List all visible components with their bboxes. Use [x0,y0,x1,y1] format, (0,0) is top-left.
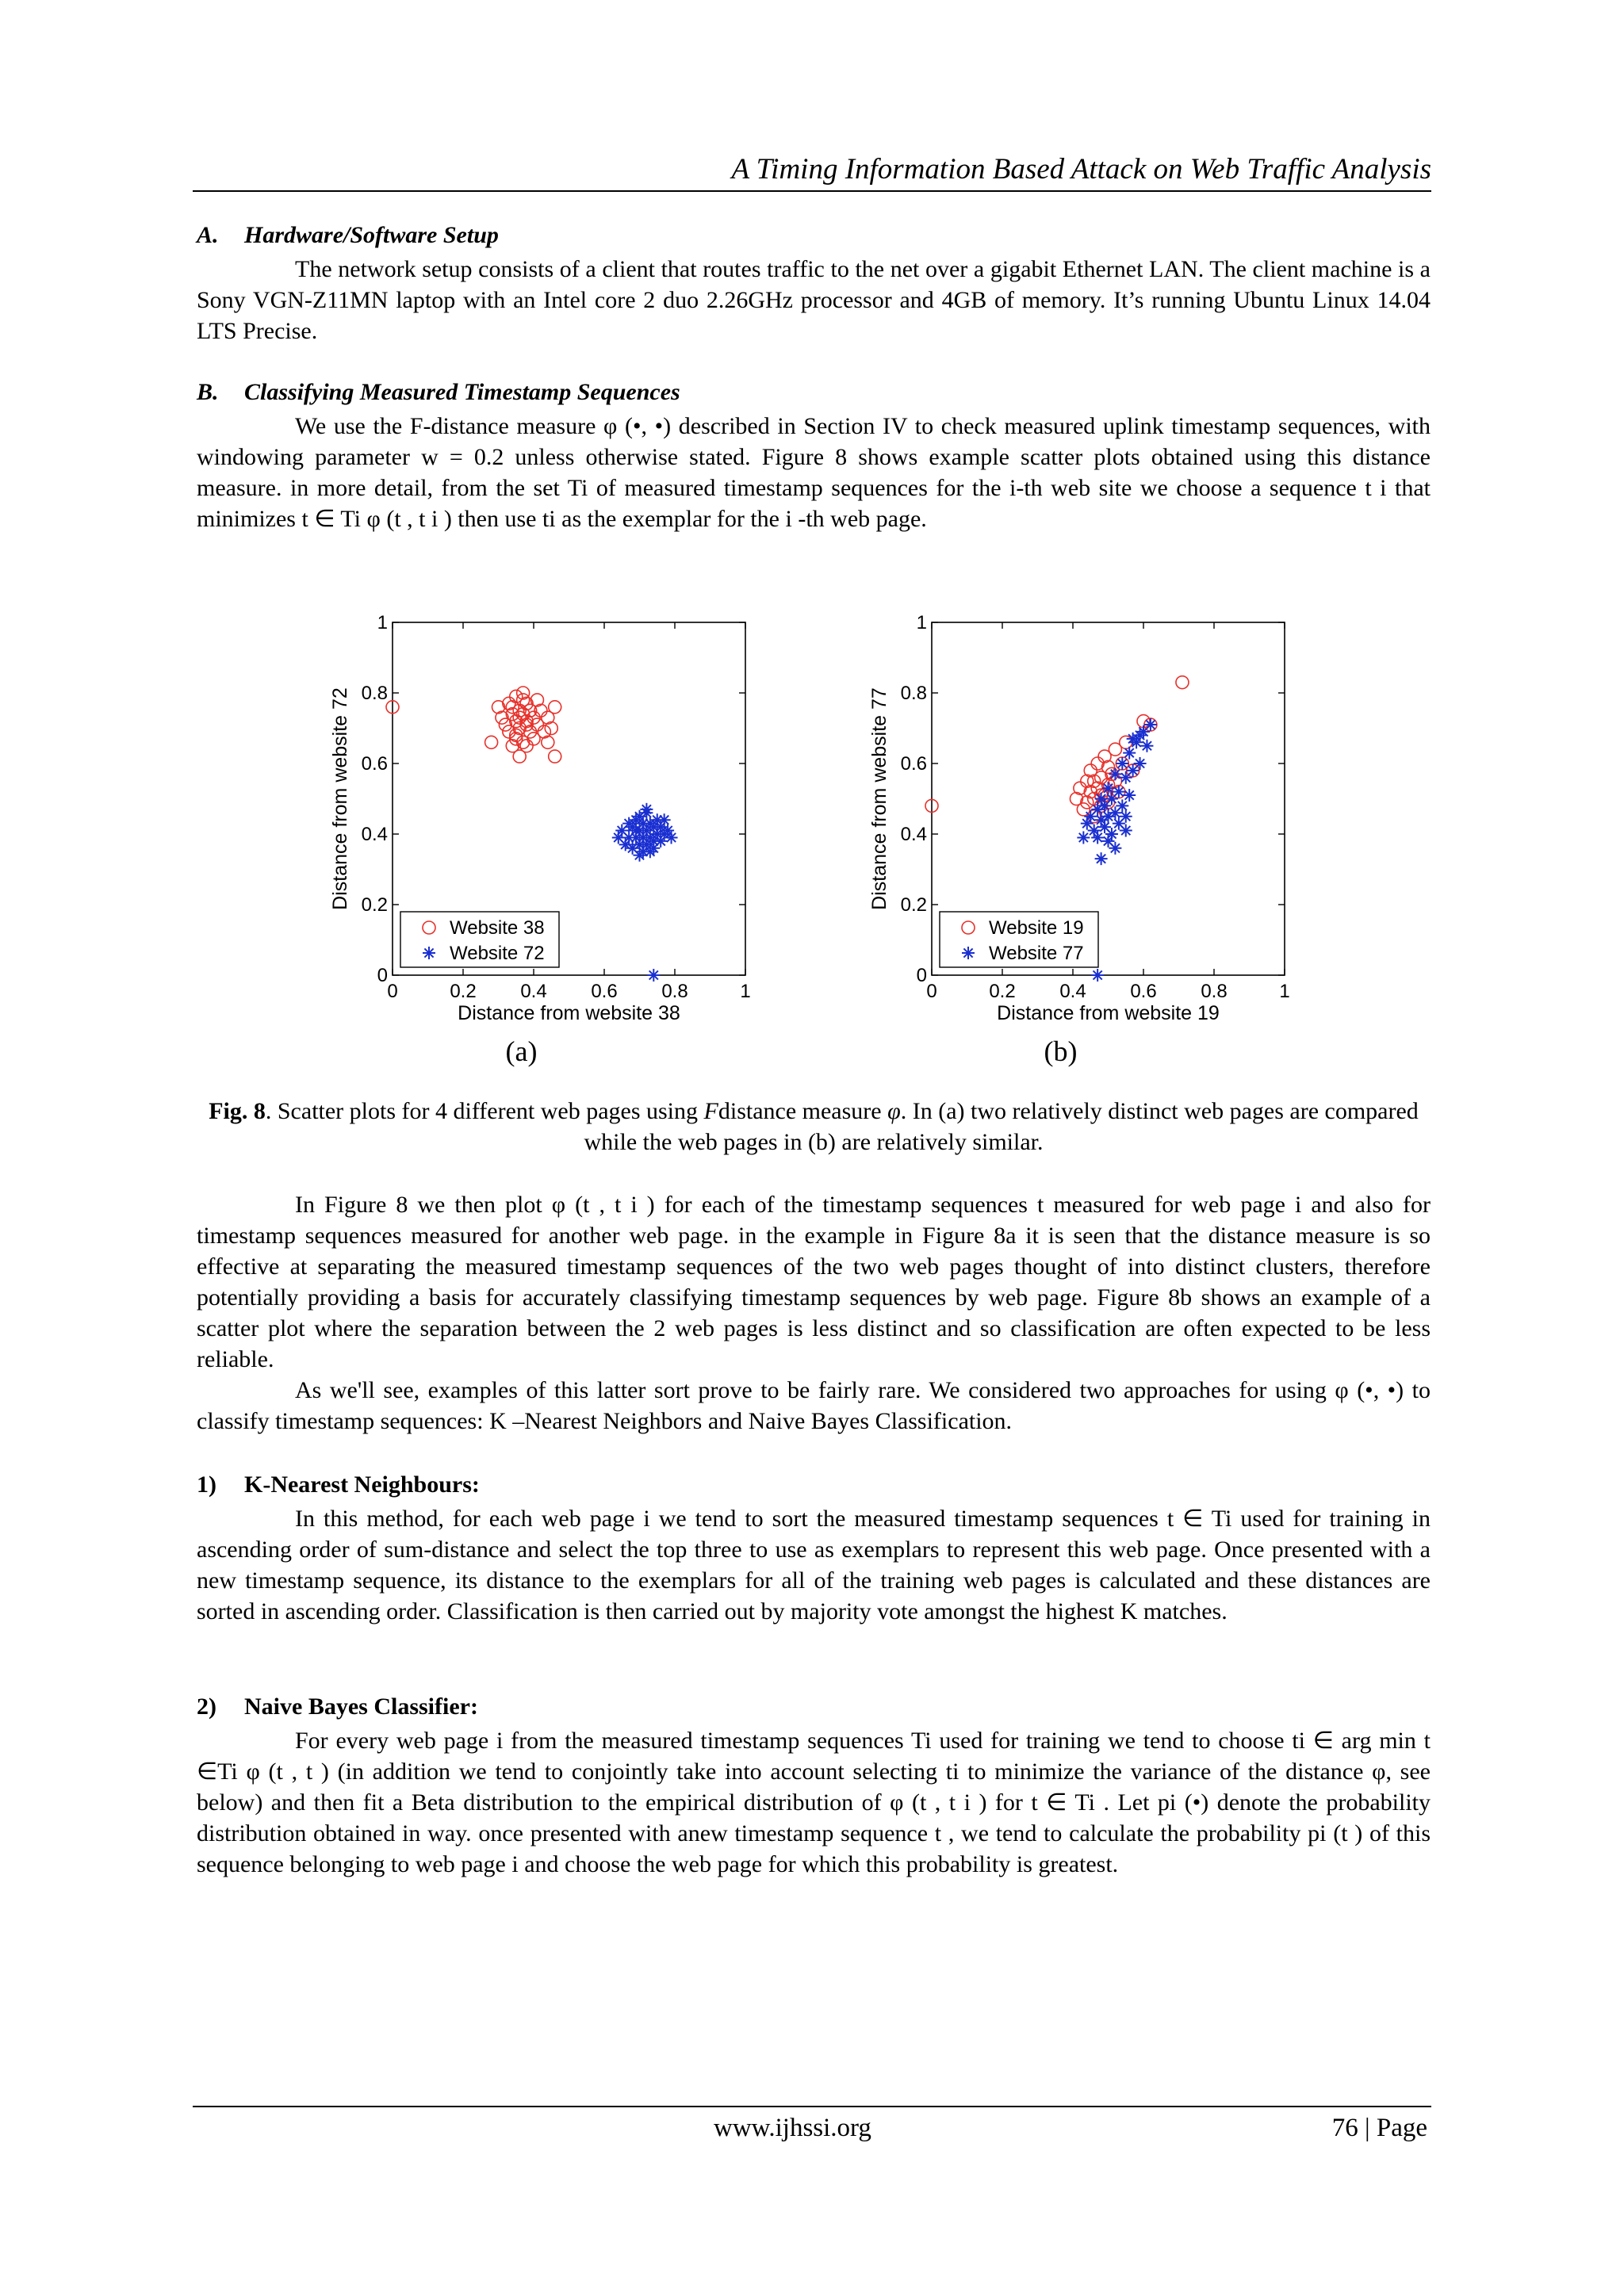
nb-number: 2) [197,1693,216,1720]
data-point [1109,767,1121,780]
y-tick-label: 0.6 [361,753,388,775]
x-tick-label: 0.6 [591,981,618,1002]
running-title: A Timing Information Based Attack on Web Traffic Analysis [731,153,1431,186]
data-point [1113,786,1125,798]
y-tick-label: 0.8 [361,683,388,704]
x-tick-label: 0.4 [520,981,547,1002]
section-b-title: Classifying Measured Timestamp Sequences [244,379,680,405]
legend-marker [423,947,435,959]
x-axis-label: Distance from website 38 [458,1002,680,1024]
y-tick-label: 0 [916,965,927,986]
panel-label: (a) [505,1035,538,1067]
y-tick-label: 0.2 [900,894,927,916]
data-point [1102,782,1115,794]
data-point [1140,740,1153,752]
x-tick-label: 0 [926,981,937,1002]
knn-paragraph: In this method, for each web page i we tend to sort the measured timestamp sequences t ∈ Ti used for training in ascending order of sum-distance and select the top three to use as exemplars to represent this web page. Once presented with a new timestamp sequence, its distance to the exemplars for all of the training web pages is calculated and these distances are sorted in ascending order. Classification is then carried out by majority vote amongst the highest K matches. [197,1506,1431,1624]
data-point [1134,757,1147,770]
caption-text-1: . Scatter plots for 4 different web pages using [265,1098,704,1124]
figure-8 [317,603,1308,1078]
section-b-number: B. [197,379,219,405]
knn-body [197,1503,1431,1627]
y-tick-label: 1 [377,612,388,633]
caption-text-3: . In (a) two relatively distinct web pages are compared while the web pages in (b) are relatively similar. [584,1098,1419,1155]
section-b-paragraph: We use the F-distance measure φ (•, •) described in Section IV to check measured uplink timestamp sequences, with windowing parameter w = 0.2 unless otherwise stated. Figure 8 shows example scatter plots obtained using this distance measure. in more detail, from the set Ti of measured timestamp sequences for the i-th web site we choose a sequence t i that minimizes t ∈ Ti φ (t , t i ) then use ti as the exemplar for the i -th web page. [197,413,1431,532]
y-tick-label: 1 [916,612,927,633]
data-point [1120,810,1132,823]
x-tick-label: 0.8 [661,981,688,1002]
legend-label: Website 77 [989,943,1084,964]
section-a-paragraph: The network setup consists of a client that routes traffic to the net over a gigabit Ethernet LAN. The client machine is a Sony VGN-Z11MN laptop with an Intel core 2 duo 2.26GHz processor and 4GB of memory. It’s running Ubuntu Linux 14.04 LTS Precise. [197,256,1431,344]
y-tick-label: 0.6 [900,753,927,775]
y-tick-label: 0.4 [361,824,388,845]
nb-paragraph: For every web page i from the measured timestamp sequences Ti used for training we tend to choose ti ∈ arg min t ∈Ti φ (t , t ) (in addition we tend to conjointly take into account selecting ti to minimize the variance of the distance φ, see below) and then fit a Beta distribution to the empirical distribution of φ (t , t i ) for t ∈ Ti . Let pi (•) denote the probability distribution obtained in way. once presented with anew timestamp sequence t , we tend to calculate the probability pi (t ) of this sequence belonging to web page i and choose the web page for which this probability is greatest. [197,1728,1431,1877]
scatter-panel-b [868,612,1290,1067]
section-b-body [197,411,1431,534]
y-axis-label: Distance from website 77 [868,687,891,910]
x-axis-label: Distance from website 19 [997,1002,1220,1024]
footer-rule [193,2106,1431,2107]
x-tick-label: 0.8 [1201,981,1228,1002]
y-axis-label: Distance from website 72 [329,687,351,910]
panel-label: (b) [1044,1035,1078,1067]
section-b-heading [197,379,680,406]
x-tick-label: 0.6 [1130,981,1157,1002]
footer-page-number: 76 | Page [1331,2114,1427,2142]
nb-body [197,1725,1431,1880]
x-tick-label: 1 [1279,981,1290,1002]
data-point [1144,718,1157,731]
x-tick-label: 0.2 [989,981,1016,1002]
y-tick-label: 0.4 [900,824,927,845]
nb-title: Naive Bayes Classifier: [244,1693,478,1720]
after-figure-body [197,1189,1431,1437]
section-a-title: Hardware/Software Setup [244,222,499,248]
x-tick-label: 1 [740,981,751,1002]
figure-caption [197,1096,1431,1158]
data-point [1095,852,1108,865]
data-point [640,803,653,816]
y-tick-label: 0.8 [900,683,927,704]
legend-label: Website 72 [450,943,545,964]
footer-url[interactable]: www.ijhssi.org [714,2114,871,2142]
x-tick-label: 0.4 [1059,981,1086,1002]
nb-heading [197,1693,478,1720]
x-tick-label: 0 [387,981,398,1002]
y-tick-label: 0 [377,965,388,986]
data-point [1120,825,1132,837]
caption-phi: φ [887,1098,901,1124]
after-figure-paragraph-1: In Figure 8 we then plot φ (t , t i ) for each of the timestamp sequences t measured for web page i and also for timestamp sequences measured for another web page. in the example in Figure 8a it is seen that the distance measure is so effective at separating the measured timestamp sequences of the two web pages thought of into distinct clusters, therefore potentially providing a basis for accurately classifying timestamp sequences by web page. Figure 8b shows an example of a scatter plot where the separation between the 2 web pages is less distinct and so classification are often expected to be less reliable. [197,1192,1431,1372]
legend-label: Website 38 [450,917,545,939]
legend-marker [962,947,975,959]
scatter-panel-a [329,612,751,1067]
data-point [634,849,646,862]
knn-heading [197,1471,480,1498]
knn-number: 1) [197,1471,216,1498]
data-point [647,969,660,982]
legend-label: Website 19 [989,917,1084,939]
x-tick-label: 0.2 [450,981,477,1002]
caption-text-2: distance measure [718,1098,888,1124]
section-a-number: A. [197,222,219,248]
section-a-heading [197,222,499,249]
caption-label: Fig. 8 [209,1098,266,1124]
data-point [1116,757,1128,770]
knn-title: K-Nearest Neighbours: [244,1471,480,1498]
figure-8-svg [317,603,1308,1078]
header-rule [193,190,1431,192]
caption-f: F [703,1098,718,1124]
data-point [1091,969,1104,982]
y-tick-label: 0.2 [361,894,388,916]
section-a-body [197,254,1431,346]
after-figure-paragraph-2: As we'll see, examples of this latter sort prove to be fairly rare. We considered two approaches for using φ (•, •) to classify timestamp sequences: K –Nearest Neighbors and Naive Bayes Classification. [197,1377,1431,1434]
